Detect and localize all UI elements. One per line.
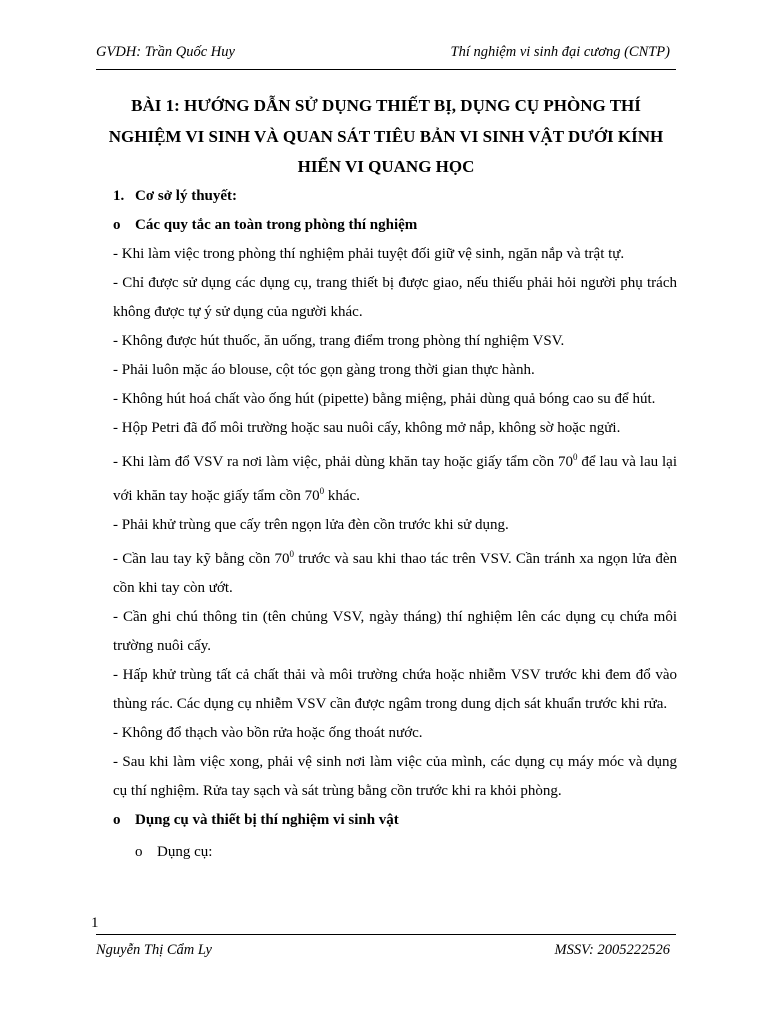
section-number: 1.: [113, 188, 125, 204]
degree-superscript: 0: [319, 486, 325, 496]
document-body: [113, 182, 677, 867]
safety-rule: - Hộp Petri đã đổ môi trường hoặc sau nuôi cấy, không mở nắp, không sờ hoặc ngửi.: [113, 420, 621, 436]
bullet-icon: o: [135, 844, 143, 860]
safety-rule: [113, 443, 677, 511]
subsection-heading-safety: [113, 211, 677, 240]
safety-rule: - Cần ghi chú thông tin (tên chủng VSV, ngày tháng) thí nghiệm lên các dụng cụ chứa môi trường nuôi cấy.: [113, 609, 677, 654]
degree-superscript: 0: [289, 549, 295, 559]
subsubsection-heading-tools: [113, 838, 677, 867]
rule-text-part: - Cần lau tay kỹ bằng cồn 70: [113, 551, 290, 567]
safety-rule: - Không được hút thuốc, ăn uống, trang điểm trong phòng thí nghiệm VSV.: [113, 333, 565, 349]
rule-text-part: khác.: [324, 488, 360, 504]
safety-rule: [113, 540, 677, 603]
header-instructor: GVDH: Trần Quốc Huy: [96, 44, 235, 60]
rule-text-part: để lau và lau lại với khăn tay hoặc giấy tẩm cồn 70: [113, 454, 678, 504]
section-title: Cơ sở lý thuyết:: [135, 188, 238, 204]
page-number: 1: [91, 915, 99, 931]
footer-divider: [96, 934, 676, 935]
safety-rule: - Không đổ thạch vào bồn rửa hoặc ống thoát nước.: [113, 725, 423, 741]
safety-rule: - Phải luôn mặc áo blouse, cột tóc gọn gàng trong thời gian thực hành.: [113, 362, 535, 378]
safety-rule: - Hấp khử trùng tất cả chất thải và môi trường chứa hoặc nhiễm VSV trước khi đem đổ vào thùng rác. Các dụng cụ nhiễm VSV cần được ngâm trong dung dịch sát khuẩn trước khi rửa.: [113, 667, 677, 712]
rule-text-part: trước và sau khi thao tác trên VSV. Cần tránh xa ngọn lửa đèn cồn khi tay còn ướt.: [113, 551, 678, 596]
rule-text-part: - Khi làm đổ VSV ra nơi làm việc, phải dùng khăn tay hoặc giấy tẩm cồn 70: [113, 454, 573, 470]
page-header: [96, 44, 676, 70]
section-heading: [113, 182, 677, 211]
lesson-title: BÀI 1: HƯỚNG DẪN SỬ DỤNG THIẾT BỊ, DỤNG CỤ PHÒNG THÍ NGHIỆM VI SINH VÀ QUAN SÁT TIÊU BẢN VI SINH VẬT DƯỚI KÍNH HIỂN VI QUANG HỌC: [108, 96, 664, 176]
safety-rule: - Không hút hoá chất vào ống hút (pipette) bằng miệng, phải dùng quả bóng cao su để hút.: [113, 391, 656, 407]
safety-rules-list: [113, 240, 677, 806]
subsubsection-title: Dụng cụ:: [157, 844, 213, 860]
safety-rule: - Khi làm việc trong phòng thí nghiệm phải tuyệt đối giữ vệ sinh, ngăn nắp và trật tự.: [113, 246, 625, 262]
bullet-icon: o: [113, 812, 121, 828]
footer-student-name: Nguyễn Thị Cẩm Ly: [96, 942, 212, 958]
safety-rule: - Phải khử trùng que cấy trên ngọn lửa đèn cồn trước khi sử dụng.: [113, 517, 509, 533]
subsection-heading-equipment: [113, 806, 677, 835]
bullet-icon: o: [113, 217, 121, 233]
subsection-title: Dụng cụ và thiết bị thí nghiệm vi sinh vật: [135, 812, 399, 828]
footer-student-id: MSSV: 2005222526: [554, 942, 670, 958]
subsection-title: Các quy tắc an toàn trong phòng thí nghiệm: [135, 217, 418, 233]
safety-rule: - Chỉ được sử dụng các dụng cụ, trang thiết bị được giao, nếu thiếu phải hỏi người phụ trách không được tự ý sử dụng của người khác.: [113, 275, 677, 320]
header-course: Thí nghiệm vi sinh đại cương (CNTP): [450, 44, 670, 60]
degree-superscript: 0: [573, 452, 578, 462]
safety-rule: - Sau khi làm việc xong, phải vệ sinh nơi làm việc của mình, các dụng cụ máy móc và dụng cụ thí nghiệm. Rửa tay sạch và sát trùng bằng cồn trước khi ra khỏi phòng.: [113, 754, 677, 799]
page-footer: [96, 942, 676, 959]
